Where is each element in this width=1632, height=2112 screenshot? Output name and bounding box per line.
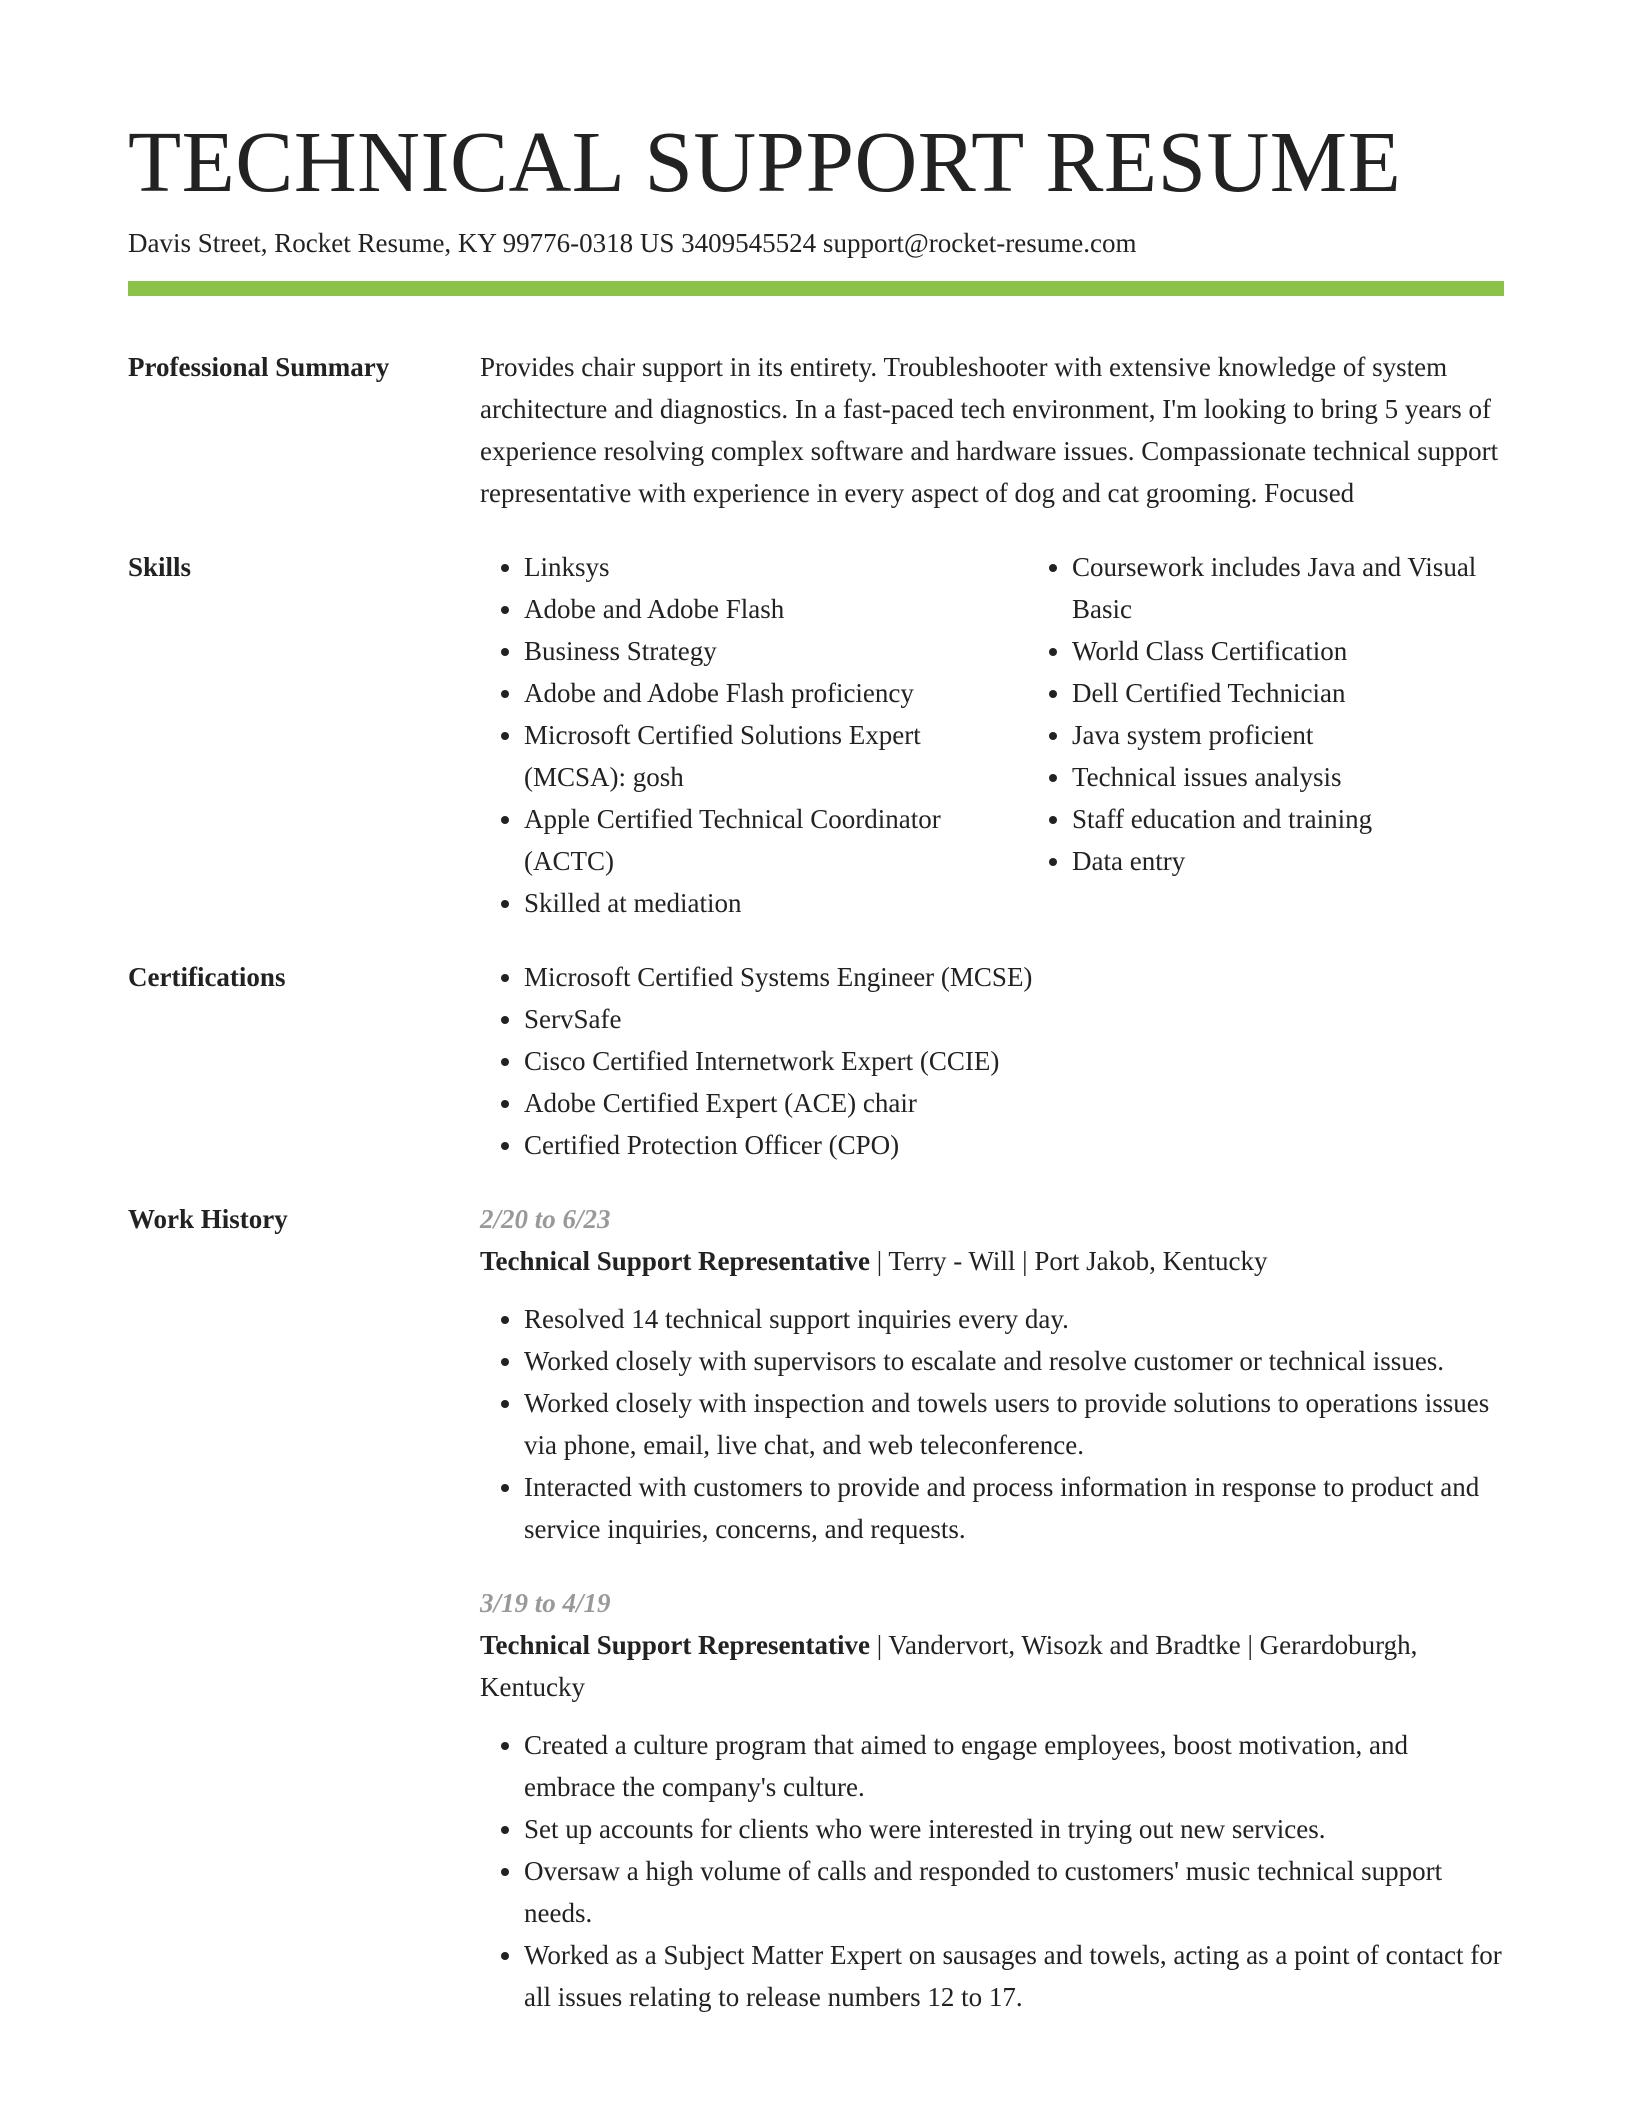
section-professional-summary	[128, 346, 1504, 514]
section-label: Skills	[128, 552, 192, 583]
job-heading	[480, 1240, 1504, 1282]
list-item: • Microsoft Certified Solutions Expert (MCSA): gosh	[524, 714, 1028, 798]
job-details: | Vandervort, Wisozk and Bradtke | Gerardoburgh, Kentucky	[480, 1630, 1418, 1703]
list-item: • Certified Protection Officer (CPO)	[524, 1124, 1504, 1166]
list-item: • Resolved 14 technical support inquiries every day.	[524, 1298, 1504, 1340]
section-label: Work History	[128, 1204, 288, 1235]
list-item: • Adobe Certified Expert (ACE) chair	[524, 1082, 1504, 1124]
job-dates: 3/19 to 4/19	[480, 1588, 611, 1619]
job-title: Technical Support Representative	[480, 1630, 871, 1661]
list-item: • Oversaw a high volume of calls and responded to customers' music technical support needs.	[524, 1850, 1504, 1934]
list-item: • Skilled at mediation	[524, 882, 1028, 924]
list-item: • Adobe and Adobe Flash	[524, 588, 1028, 630]
list-item: • World Class Certification	[1072, 630, 1504, 672]
list-item: • Microsoft Certified Systems Engineer (MCSE)	[524, 956, 1504, 998]
job-dates: 2/20 to 6/23	[480, 1204, 611, 1235]
list-item: • Staff education and training	[1072, 798, 1504, 840]
resume-page	[128, 0, 1504, 2018]
job-bullets	[480, 1298, 1504, 1550]
list-item: • Java system proficient	[1072, 714, 1504, 756]
section-label: Certifications	[128, 962, 286, 993]
list-item: • Set up accounts for clients who were interested in trying out new services.	[524, 1808, 1504, 1850]
resume-title: TECHNICAL SUPPORT RESUME	[128, 113, 1402, 210]
list-item: • Dell Certified Technician	[1072, 672, 1504, 714]
list-item: • Created a culture program that aimed to engage employees, boost motivation, and embrace the company's culture.	[524, 1724, 1504, 1808]
list-item: • Adobe and Adobe Flash proficiency	[524, 672, 1028, 714]
list-item: • Worked closely with supervisors to escalate and resolve customer or technical issues.	[524, 1340, 1504, 1382]
list-item: • ServSafe	[524, 998, 1504, 1040]
job-entry	[480, 1582, 1504, 2018]
list-item: • Interacted with customers to provide and process information in response to product and service inquiries, concerns, and requests.	[524, 1466, 1504, 1550]
section-skills	[128, 546, 1504, 924]
skills-list-right	[1028, 546, 1504, 924]
skills-list-left	[480, 546, 1028, 924]
list-item: • Data entry	[1072, 840, 1504, 882]
job-title: Technical Support Representative	[480, 1246, 871, 1277]
list-item: • Apple Certified Technical Coordinator (ACTC)	[524, 798, 1028, 882]
section-work-history	[128, 1198, 1504, 2018]
certifications-list	[480, 956, 1504, 1166]
job-bullets	[480, 1724, 1504, 2018]
list-item: • Worked closely with inspection and towels users to provide solutions to operations issues via phone, email, live chat, and web teleconference.	[524, 1382, 1504, 1466]
section-label: Professional Summary	[128, 352, 390, 383]
list-item: • Cisco Certified Internetwork Expert (CCIE)	[524, 1040, 1504, 1082]
list-item: • Worked as a Subject Matter Expert on sausages and towels, acting as a point of contact for all issues relating to release numbers 12 to 17.	[524, 1934, 1504, 2018]
summary-text: Provides chair support in its entirety. Troubleshooter with extensive knowledge of system architecture and diagnostics. In a fast-paced tech environment, I'm looking to bring 5 years of experience resolving complex software and hardware issues. Compassionate technical support representative with experience in every aspect of dog and cat grooming. Focused	[480, 352, 1499, 509]
job-heading	[480, 1624, 1504, 1708]
list-item: • Linksys	[524, 546, 1028, 588]
list-item: • Coursework includes Java and Visual Basic	[1072, 546, 1504, 630]
job-entry	[480, 1198, 1504, 1550]
section-certifications	[128, 956, 1504, 1166]
contact-line: Davis Street, Rocket Resume, KY 99776-0318 US 3409545524 support@rocket-resume.com	[128, 228, 1137, 258]
list-item: • Business Strategy	[524, 630, 1028, 672]
list-item: • Technical issues analysis	[1072, 756, 1504, 798]
accent-divider	[128, 281, 1504, 296]
job-details: | Terry - Will | Port Jakob, Kentucky	[870, 1246, 1268, 1277]
